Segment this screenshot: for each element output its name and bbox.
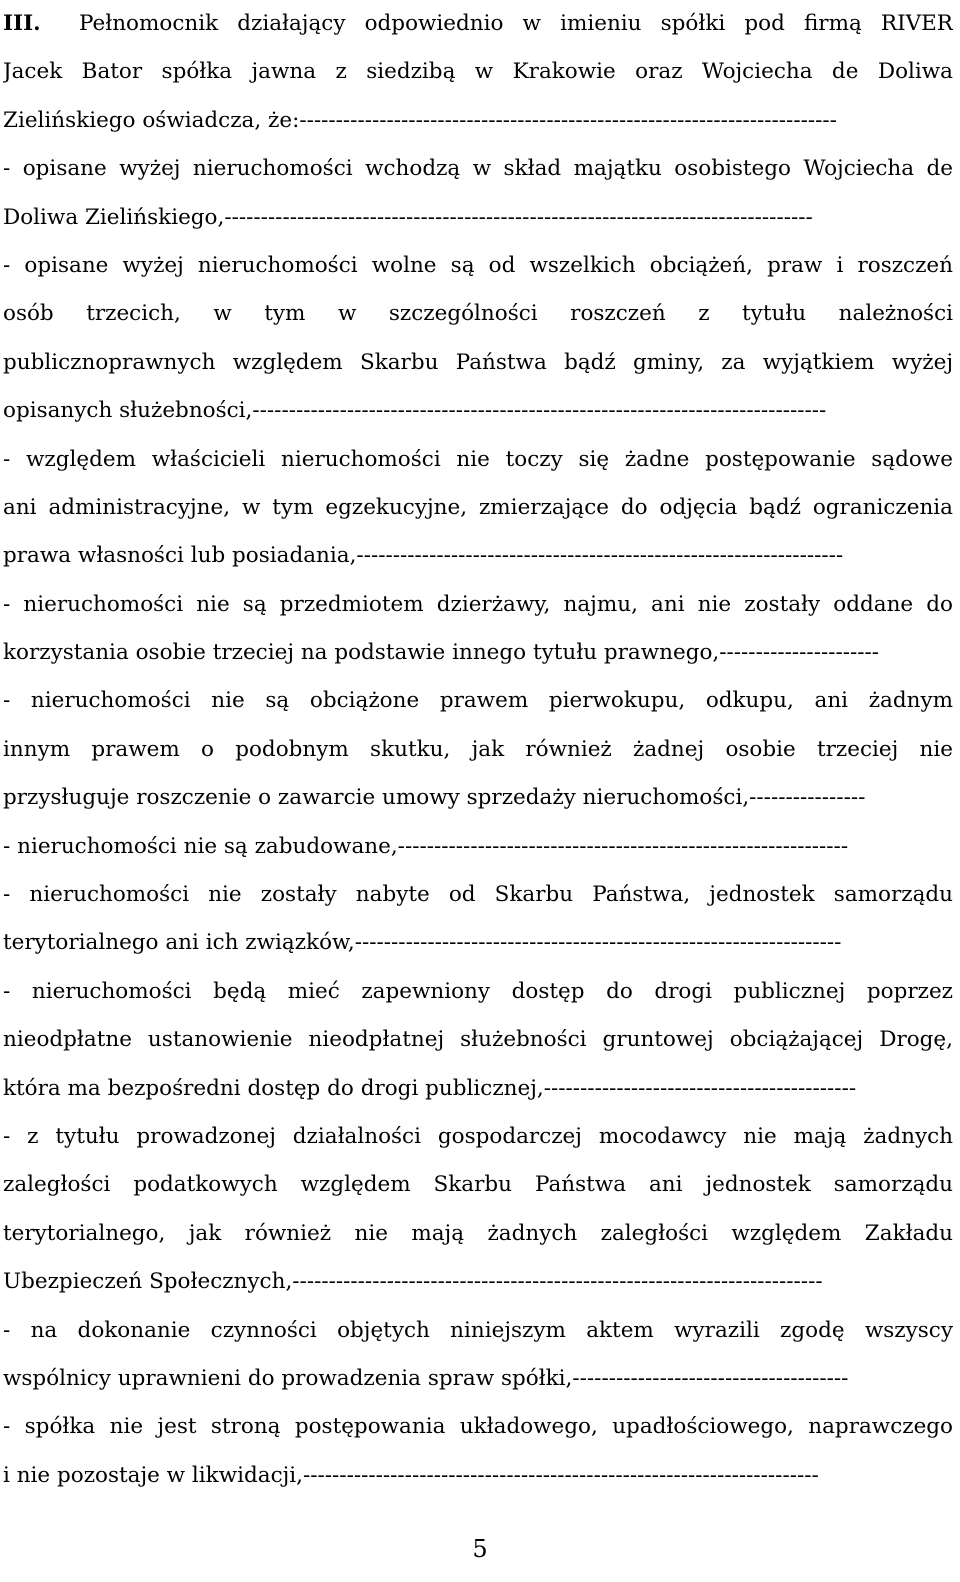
document-line — [3, 1355, 953, 1403]
line-text: - opisane wyżej nieruchomości wolne są od wszelkich obciążeń, praw i roszczeń — [3, 252, 953, 278]
line-text: - nieruchomości nie są przedmiotem dzierżawy, najmu, ani nie zostały oddane do — [3, 591, 953, 617]
line-text: - spółka nie jest stroną postępowania układowego, upadłościowego, naprawczego — [3, 1414, 953, 1440]
document-line — [3, 532, 953, 580]
document-line — [3, 484, 953, 532]
document-line — [3, 871, 953, 919]
document-line — [3, 1307, 953, 1355]
line-text: - nieruchomości nie zostały nabyte od Skarbu Państwa, jednostek samorządu — [3, 882, 953, 908]
line-text: korzystania osobie trzeciej na podstawie innego tytułu prawnego,---------------------- — [3, 640, 880, 666]
page-number: 5 — [472, 1535, 488, 1563]
document-line — [3, 0, 953, 48]
line-text: i nie pozostaje w likwidacji,----------------------------------------------------------------------- — [3, 1462, 819, 1488]
line-text: innym prawem o podobnym skutku, jak również żadnej osobie trzeciej nie — [3, 736, 953, 762]
line-text: opisanych służebności,------------------------------------------------------------------------------- — [3, 398, 827, 424]
line-text: Doliwa Zielińskiego,--------------------------------------------------------------------------------- — [3, 204, 813, 230]
line-text: - względem właścicieli nieruchomości nie toczy się żadne postępowanie sądowe — [3, 446, 953, 472]
document-line — [3, 919, 953, 967]
line-text: terytorialnego ani ich związków,------------------------------------------------------------------- — [3, 930, 842, 956]
document-line — [3, 97, 953, 145]
document-line — [3, 242, 953, 290]
document-line — [3, 823, 953, 871]
document-line — [3, 1113, 953, 1161]
document-line — [3, 1258, 953, 1306]
line-text: Ubezpieczeń Społecznych,------------------------------------------------------------------------- — [3, 1269, 823, 1295]
line-text: Jacek Bator spółka jawna z siedzibą w Krakowie oraz Wojciecha de Doliwa — [3, 59, 953, 85]
document-line — [3, 629, 953, 677]
line-text: - nieruchomości nie są zabudowane,-------------------------------------------------------------- — [3, 833, 849, 859]
document-line — [3, 1403, 953, 1451]
document-line — [3, 1452, 953, 1500]
document-line — [3, 1161, 953, 1209]
line-text: - z tytułu prowadzonej działalności gospodarczej mocodawcy nie mają żadnych — [3, 1123, 953, 1149]
line-text: publicznoprawnych względem Skarbu Państwa bądź gminy, za wyjątkiem wyżej — [3, 349, 953, 375]
document-line — [3, 1210, 953, 1258]
document-body — [3, 0, 953, 1500]
line-text: Pełnomocnik działający odpowiednio w imieniu spółki pod firmą RIVER — [79, 11, 953, 36]
line-text: ani administracyjne, w tym egzekucyjne, zmierzające do odjęcia bądź ograniczenia — [3, 494, 953, 520]
document-line — [3, 774, 953, 822]
line-text: - opisane wyżej nieruchomości wchodzą w skład majątku osobistego Wojciecha de — [3, 156, 953, 182]
line-text: nieodpłatne ustanowienie nieodpłatnej służebności gruntowej obciążającej Drogę, — [3, 1027, 953, 1053]
document-line — [3, 290, 953, 338]
document-line — [3, 339, 953, 387]
line-text: terytorialnego, jak również nie mają żadnych zaległości względem Zakładu — [3, 1220, 953, 1246]
document-line — [3, 677, 953, 725]
document-line — [3, 387, 953, 435]
line-text: - nieruchomości nie są obciążone prawem pierwokupu, odkupu, ani żadnym — [3, 688, 953, 714]
document-line — [3, 436, 953, 484]
section-number: III. — [3, 11, 41, 36]
document-line — [3, 726, 953, 774]
line-text: która ma bezpośredni dostęp do drogi publicznej,------------------------------------------- — [3, 1075, 857, 1101]
document-line — [3, 1065, 953, 1113]
line-text: Zielińskiego oświadcza, że:-------------------------------------------------------------------------- — [3, 107, 837, 133]
document-line — [3, 194, 953, 242]
line-text: przysługuje roszczenie o zawarcie umowy sprzedaży nieruchomości,---------------- — [3, 785, 866, 811]
document-line — [3, 1016, 953, 1064]
line-text: zaległości podatkowych względem Skarbu Państwa ani jednostek samorządu — [3, 1172, 953, 1198]
line-text: - nieruchomości będą mieć zapewniony dostęp do drogi publicznej poprzez — [3, 978, 953, 1004]
document-line — [3, 968, 953, 1016]
document-line — [3, 581, 953, 629]
line-text: - na dokonanie czynności objętych niniejszym aktem wyrazili zgodę wszyscy — [3, 1317, 953, 1343]
document-line — [3, 48, 953, 96]
line-text: osób trzecich, w tym w szczególności roszczeń z tytułu należności — [3, 301, 953, 327]
line-text: wspólnicy uprawnieni do prowadzenia spraw spółki,-------------------------------------- — [3, 1365, 849, 1391]
line-text: prawa własności lub posiadania,------------------------------------------------------------------- — [3, 543, 844, 569]
document-line — [3, 145, 953, 193]
